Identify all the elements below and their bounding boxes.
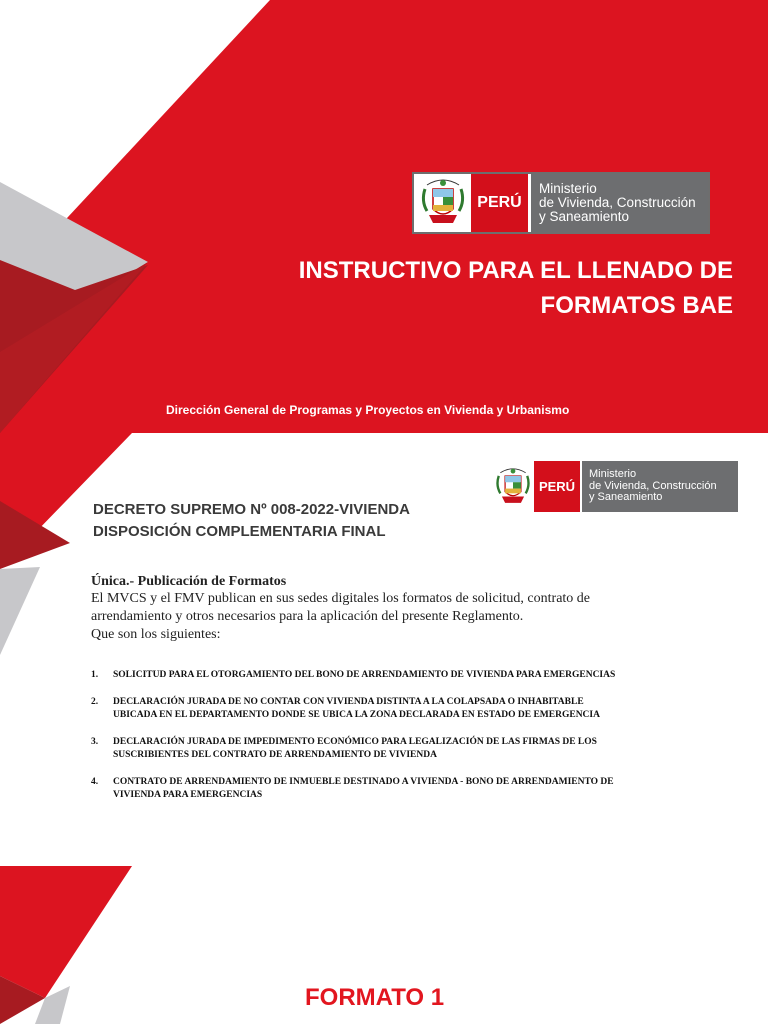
- ministry-logo: [492, 461, 738, 512]
- list-item: 1. SOLICITUD PARA EL OTORGAMIENTO DEL BONO DE ARRENDAMIENTO DE VIVIENDA PARA EMERGENCIAS: [91, 670, 616, 680]
- list-item: 2. DECLARACIÓN JURADA DE NO CONTAR CON VIVIENDA DISTINTA A LA COLAPSADA O INHABITABLE UBICADA EN EL DEPARTAMENTO DONDE SE UBICA LA ZONA DECLARADA EN ESTADO DE EMERGENCIA: [91, 697, 600, 720]
- formato-heading: FORMATO 1: [305, 984, 445, 1011]
- cover-slide: [0, 0, 768, 433]
- peru-label: PERÚ: [471, 174, 528, 232]
- coat-of-arms-icon: [414, 174, 471, 232]
- document-title: INSTRUCTIVO PARA EL LLENADO DE FORMATOS BAE: [298, 257, 733, 319]
- forms-list: [91, 669, 731, 816]
- ministry-name: Ministerio de Vivienda, Construcción y Saneamiento: [531, 174, 708, 232]
- gray-sliver: [0, 567, 40, 655]
- intro-heading: Única.- Publicación de Formatos: [91, 574, 287, 589]
- peru-label: PERÚ: [534, 461, 580, 512]
- directorate-subtitle: Dirección General de Programas y Proyectos en Vivienda y Urbanismo: [166, 403, 570, 417]
- publication-intro: [91, 574, 691, 644]
- list-item: 4. CONTRATO DE ARRENDAMIENTO DE INMUEBLE DESTINADO A VIVIENDA - BONO DE ARRENDAMIENTO DE VIVIENDA PARA EMERGENCIAS: [91, 777, 614, 800]
- list-item: 3. DECLARACIÓN JURADA DE IMPEDIMENTO ECONÓMICO PARA LEGALIZACIÓN DE LAS FIRMAS DE LOS SUSCRIBIENTES DEL CONTRATO DE ARRENDAMIENTO DE VIVIENDA: [91, 737, 597, 760]
- coat-of-arms-icon: [492, 461, 534, 512]
- formato-slide: [0, 866, 768, 1024]
- ministry-name: Ministerio de Vivienda, Construcción y Saneamiento: [582, 461, 738, 512]
- decree-slide: [0, 433, 768, 866]
- red-corner: [0, 866, 132, 998]
- ministry-logo: [412, 172, 710, 234]
- decree-heading: DECRETO SUPREMO Nº 008-2022-VIVIENDA DISPOSICIÓN COMPLEMENTARIA FINAL: [93, 501, 410, 540]
- intro-text: El MVCS y el FMV publican en sus sedes digitales los formatos de solicitud, contrato de arrendamiento y otros necesarios para la aplicación del presente Reglamento. Que son los siguientes:: [91, 591, 591, 642]
